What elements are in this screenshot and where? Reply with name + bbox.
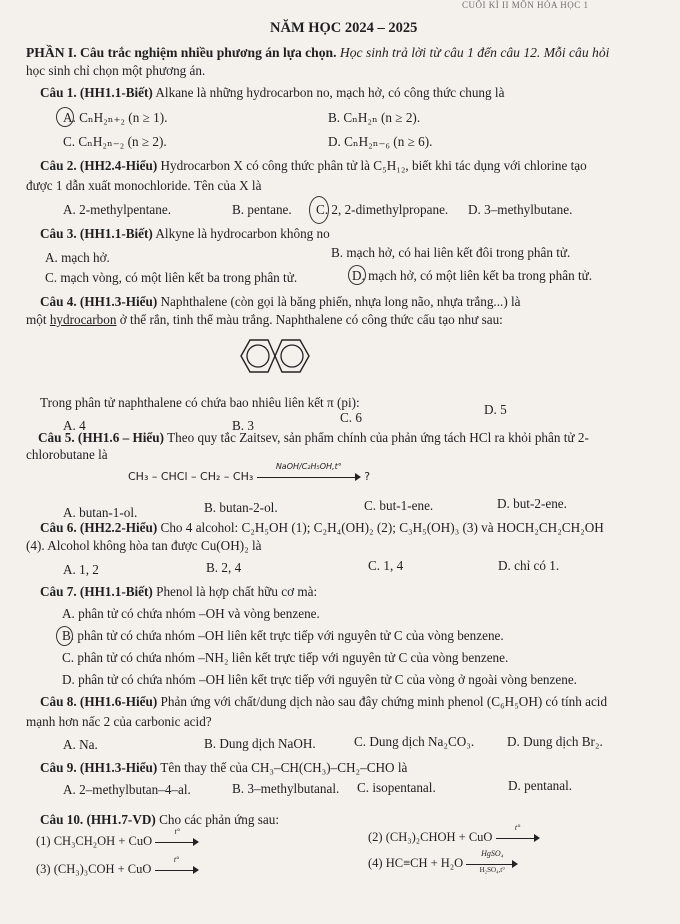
school-year: NĂM HỌC 2024 – 2025 xyxy=(270,20,418,36)
q8-text: Phản ứng với chất/dung dịch nào sau đây chứng minh phenol (C₆H₅OH) có tính acid xyxy=(160,694,608,709)
answer-circle-q7 xyxy=(56,626,73,646)
q3-text: Alkyne là hydrocarbon không no xyxy=(155,226,330,241)
question-5 xyxy=(38,430,589,446)
q1-option-c[interactable]: C. CₙH₂ₙ₋₂ (n ≥ 2). xyxy=(63,134,167,149)
q2-option-b[interactable]: B. pentane. xyxy=(232,202,292,217)
answer-circle-q3 xyxy=(348,265,366,285)
q3-option-c[interactable]: C. mạch vòng, có một liên kết ba trong phân tử. xyxy=(45,270,298,285)
q10-r3-text: (3) (CH₃)₃COH + CuO xyxy=(36,862,152,876)
q7-label: Câu 7. (HH1.1-Biết) xyxy=(40,584,153,599)
q10-r3-cond: t° xyxy=(173,855,180,865)
q10-r2-text: (2) (CH₃)₂CHOH + CuO xyxy=(368,830,493,844)
q9-label: Câu 9. (HH1.3-Hiểu) xyxy=(40,760,158,775)
q6-text-2: (4). Alcohol không hòa tan được Cu(OH)₂ là xyxy=(26,538,262,553)
q1-label: Câu 1. (HH1.1-Biết) xyxy=(40,85,153,100)
q6-option-b[interactable]: B. 2, 4 xyxy=(206,560,242,575)
q9-option-d[interactable]: D. pentanal. xyxy=(508,778,573,793)
q5-reactant: CH₃ – CHCl – CH₂ – CH₃ xyxy=(128,470,254,483)
q4-text-2a: một xyxy=(26,312,47,327)
q3-option-b[interactable]: B. mạch hở, có hai liên kết đôi trong phân tử. xyxy=(331,245,571,260)
q4-question-line: Trong phân tử naphthalene có chứa bao nhiêu liên kết π (pi): xyxy=(40,395,360,410)
q5-option-c[interactable]: C. but-1-ene. xyxy=(364,498,434,513)
part1-heading xyxy=(26,45,609,61)
q3-option-a[interactable]: A. mạch hở. xyxy=(45,250,110,265)
q6-text: Cho 4 alcohol: C₂H₅OH (1); C₂H₄(OH)₂ (2); C₃H₅(OH)₃ (3) và HOCH₂CH₂CH₂OH xyxy=(160,520,604,535)
q6-option-c[interactable]: C. 1, 4 xyxy=(368,558,404,573)
answer-circle-q2 xyxy=(309,196,329,224)
q10-r4-cond-top: HgSO₄ xyxy=(481,849,504,859)
q10-r1-cond: t° xyxy=(174,827,180,837)
q3-option-d[interactable]: D. mạch hở, có một liên kết ba trong phân tử. xyxy=(352,268,593,283)
q2-label: Câu 2. (HH2.4-Hiểu) xyxy=(40,158,158,173)
q10-r4-cond-bottom: H₂SO₄,t° xyxy=(479,866,506,875)
question-8 xyxy=(40,694,607,710)
q9-option-a[interactable]: A. 2–methylbutan–4–al. xyxy=(63,782,191,797)
q10-reaction-3 xyxy=(36,855,199,877)
q10-label: Câu 10. (HH1.7-VD) xyxy=(40,812,156,827)
reaction-arrow-icon xyxy=(155,855,199,876)
q10-r1-text: (1) CH₃CH₂OH + CuO xyxy=(36,834,153,848)
q1-option-d[interactable]: D. CₙH₂ₙ₋₆ (n ≥ 6). xyxy=(328,134,433,149)
question-2 xyxy=(40,158,587,174)
q2-option-a[interactable]: A. 2-methylpentane. xyxy=(63,202,172,217)
q6-option-a[interactable]: A. 1, 2 xyxy=(63,562,99,577)
q7-option-b[interactable]: B. phân tử có chứa nhóm –OH liên kết trực tiếp với nguyên tử C của vòng benzene. xyxy=(62,628,504,643)
header-top-text: CUỐI KÌ II MÔN HÓA HỌC 1 xyxy=(462,0,589,10)
question-10 xyxy=(40,812,279,828)
q1-option-a[interactable]: A. CₙH₂ₙ₊₂ (n ≥ 1). xyxy=(63,110,168,125)
part1-title: PHẦN I. Câu trắc nghiệm nhiều phương án lựa chọn. xyxy=(26,45,337,60)
q5-product: ? xyxy=(364,470,371,483)
q2-text: Hydrocarbon X có công thức phân tử là C₅H₁₂, biết khi tác dụng với chlorine tạo xyxy=(160,158,587,173)
q8-text-2: mạnh hơn nấc 2 của carbonic acid? xyxy=(26,714,212,729)
part1-instruction-2: học sinh chỉ chọn một phương án. xyxy=(26,63,206,78)
q8-option-b[interactable]: B. Dung dịch NaOH. xyxy=(204,736,316,751)
q10-text: Cho các phản ứng sau: xyxy=(159,812,280,827)
q4-text: Naphthalene (còn gọi là băng phiến, nhựa long não, nhựa trắng...) là xyxy=(160,294,521,309)
q1-text: Alkane là những hydrocarbon no, mạch hở, có công thức chung là xyxy=(155,85,505,100)
q4-option-c[interactable]: C. 6 xyxy=(340,410,362,425)
reaction-arrow-icon xyxy=(496,823,540,844)
q5-option-a[interactable]: A. butan-1-ol. xyxy=(63,505,138,520)
q7-option-a[interactable]: A. phân tử có chứa nhóm –OH và vòng benzene. xyxy=(62,606,320,621)
q4-text-2c: ở thể rắn, tinh thể màu trắng. Naphthalene có công thức cấu tạo như sau: xyxy=(119,312,503,327)
q8-option-c[interactable]: C. Dung dịch Na₂CO₃. xyxy=(354,734,475,749)
q10-reaction-1 xyxy=(36,827,199,849)
question-7 xyxy=(40,584,317,600)
q6-option-d[interactable]: D. chỉ có 1. xyxy=(498,558,560,573)
q4-label: Câu 4. (HH1.3-Hiểu) xyxy=(40,294,158,309)
q3-label: Câu 3. (HH1.1-Biết) xyxy=(40,226,153,241)
answer-circle-q1 xyxy=(56,107,74,127)
reaction-arrow-icon xyxy=(466,849,518,875)
q2-option-d[interactable]: D. 3–methylbutane. xyxy=(468,202,573,217)
q2-option-c[interactable]: C. 2, 2-dimethylpropane. xyxy=(316,202,449,217)
question-9 xyxy=(40,760,407,776)
q4-text-2b: hydrocarbon xyxy=(49,312,117,327)
q10-reaction-2 xyxy=(368,823,540,845)
q8-option-d[interactable]: D. Dung dịch Br₂. xyxy=(507,734,603,749)
q5-label: Câu 5. (HH1.6 – Hiểu) xyxy=(38,430,165,445)
reaction-arrow-icon xyxy=(155,827,199,848)
q4-option-b[interactable]: B. 3 xyxy=(232,418,254,433)
q5-text: Theo quy tắc Zaitsev, sản phẩm chính của phản ứng tách HCl ra khỏi phân tử 2- xyxy=(167,430,589,445)
q5-reaction xyxy=(128,462,371,483)
naphthalene-structure xyxy=(237,336,313,376)
question-6 xyxy=(40,520,604,536)
q7-option-d[interactable]: D. phân tử có chứa nhóm –OH liên kết trực tiếp với nguyên tử C của vòng ở ngoài vòng benzene. xyxy=(62,672,577,687)
q4-text-2 xyxy=(26,312,503,328)
part1-instruction: Học sinh trả lời từ câu 1 đến câu 12. Mỗi câu hỏi xyxy=(339,45,610,60)
question-4 xyxy=(40,294,521,310)
q5-condition: NaOH/C₂H₅OH,t° xyxy=(275,462,342,471)
q8-label: Câu 8. (HH1.6-Hiểu) xyxy=(40,694,158,709)
q10-r4-text: (4) HC≡CH + H₂O xyxy=(368,856,464,870)
question-1 xyxy=(40,85,504,101)
q5-option-b[interactable]: B. butan-2-ol. xyxy=(204,500,278,515)
q9-option-b[interactable]: B. 3–methylbutanal. xyxy=(232,781,340,796)
q7-text: Phenol là hợp chất hữu cơ mà: xyxy=(156,584,318,599)
reaction-arrow-icon xyxy=(257,462,361,483)
q4-option-a[interactable]: A. 4 xyxy=(63,418,86,433)
q10-reaction-4 xyxy=(368,849,518,875)
q6-label: Câu 6. (HH2.2-Hiểu) xyxy=(40,520,158,535)
q5-text-2: chlorobutane là xyxy=(26,447,108,462)
q4-option-d[interactable]: D. 5 xyxy=(484,402,507,417)
q2-text-2: được 1 dẫn xuất monochloride. Tên của X là xyxy=(26,178,262,193)
q9-option-c[interactable]: C. isopentanal. xyxy=(357,780,436,795)
q9-text: Tên thay thế của CH₃–CH(CH₃)–CH₂–CHO là xyxy=(160,760,408,775)
q1-option-b[interactable]: B. CₙH₂ₙ (n ≥ 2). xyxy=(328,110,421,125)
question-3 xyxy=(40,226,330,242)
q5-option-d[interactable]: D. but-2-ene. xyxy=(497,496,567,511)
q10-r2-cond: t° xyxy=(514,823,521,833)
q8-option-a[interactable]: A. Na. xyxy=(63,737,98,752)
q7-option-c[interactable]: C. phân tử có chứa nhóm –NH₂ liên kết trực tiếp với nguyên tử C của vòng benzene. xyxy=(62,650,509,665)
